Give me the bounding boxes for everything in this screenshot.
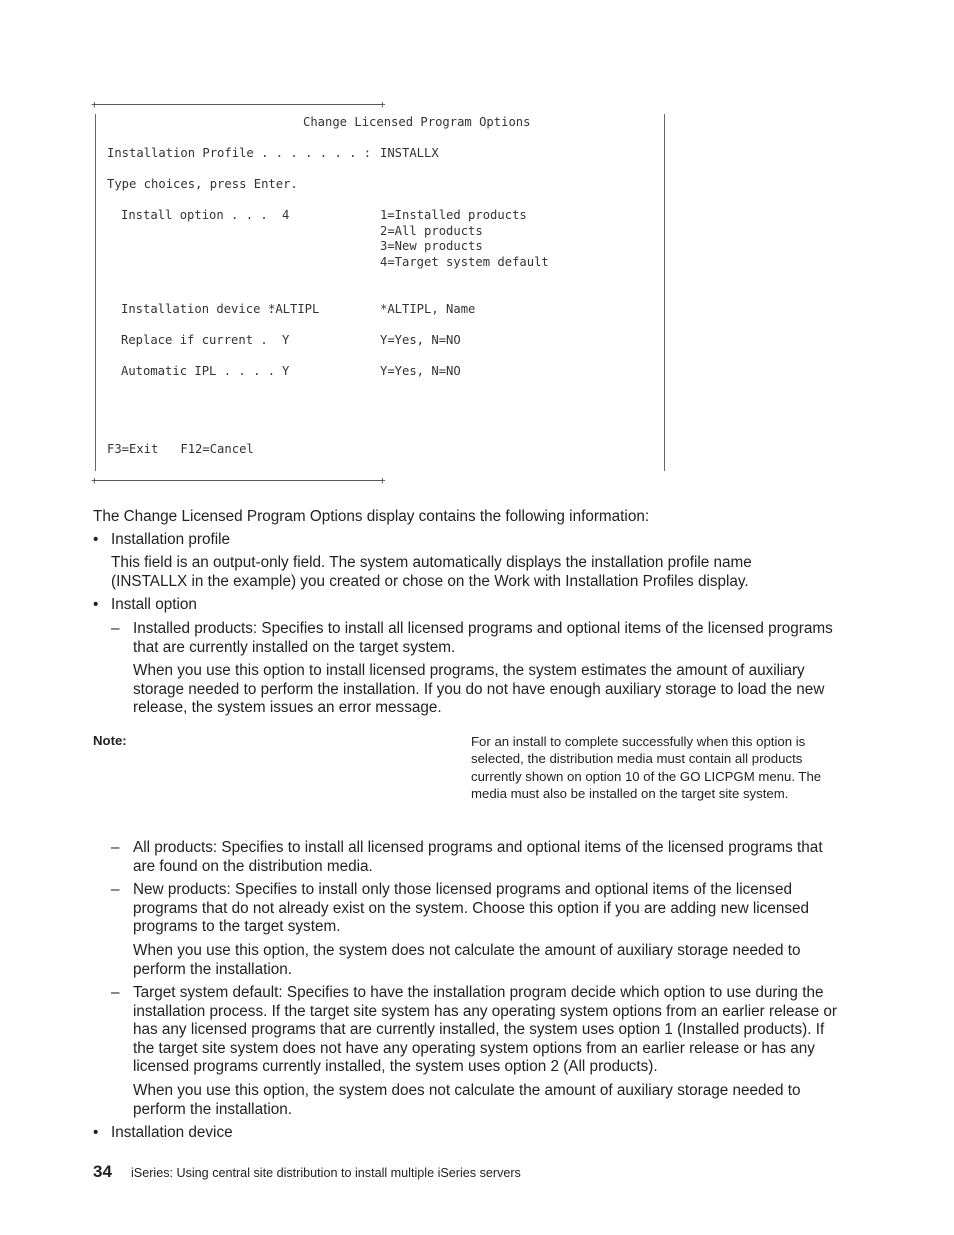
option-target-system-default: Target system default: Specifies to have the installation program decide which option to use during the installation process. If the target site system has any operating system options from an earlier release or has any licensed programs that are currently installed, the system uses option 1 (Installed products). If the target site system does not have any operating system options from an earlier release or has any licensed programs currently installed, the system uses option 2 (All products). [133, 984, 837, 1076]
option-help-3: 3=New products [380, 239, 483, 253]
bullet-marker: • [93, 596, 99, 613]
ipl-help: Y=Yes, N=NO [380, 364, 461, 378]
target-default-detail: When you use this option, the system does not calculate the amount of auxiliary storage needed to perform the installation. [133, 1082, 801, 1118]
screen-left-border [95, 114, 96, 471]
page-number: 34 [93, 1162, 112, 1181]
corner-bottom-right: + [379, 474, 386, 487]
bullet-installation-profile: Installation profile [111, 531, 231, 548]
screen-title: Change Licensed Program Options [303, 115, 531, 129]
dash-marker: – [111, 620, 120, 637]
book-title: iSeries: Using central site distribution to install multiple iSeries servers [131, 1166, 521, 1180]
screen-prompt: Type choices, press Enter. [107, 177, 298, 191]
replace-input[interactable]: Y [282, 333, 290, 347]
dash-marker: – [111, 839, 120, 856]
installed-products-detail: When you use this option to install licensed programs, the system estimates the amount of auxiliary storage needed to perform the installation. If you do not have enough auxiliary storage to load the new release, the system issues an error message. [133, 662, 825, 717]
corner-top-right: + [379, 98, 386, 111]
replace-label: Replace if current . [121, 333, 268, 347]
note-label: Note: [93, 733, 127, 748]
screen-bottom-border [93, 480, 383, 481]
option-help-1: 1=Installed products [380, 208, 527, 222]
function-keys: F3=Exit F12=Cancel [107, 442, 254, 456]
device-input[interactable]: *ALTIPL [268, 302, 320, 316]
ipl-input[interactable]: Y [282, 364, 290, 378]
corner-top-left: + [91, 98, 98, 111]
ipl-label: Automatic IPL . . . . [121, 364, 276, 378]
new-products-detail: When you use this option, the system does not calculate the amount of auxiliary storage needed to perform the installation. [133, 942, 801, 978]
bullet-install-option: Install option [111, 596, 197, 613]
replace-help: Y=Yes, N=NO [380, 333, 461, 347]
install-option-input[interactable]: 4 [282, 208, 290, 222]
option-help-4: 4=Target system default [380, 255, 549, 269]
bullet-installation-device: Installation device [111, 1124, 233, 1141]
option-installed-products: Installed products: Specifies to install all licensed programs and optional items of the licensed programs that are currently installed on the target system. [133, 620, 833, 656]
installation-profile-description: This field is an output-only field. The system automatically displays the installation profile name (INSTALLX in the example) you created or chose on the Work with Installation Profiles display. [111, 554, 752, 590]
note-text: For an install to complete successfully when this option is selected, the distribution media must contain all products currently shown on option 10 of the GO LICPGM menu. The media must also be installed on the target site system. [471, 734, 822, 801]
dash-marker: – [111, 984, 120, 1001]
option-all-products: All products: Specifies to install all licensed programs and optional items of the licensed programs that are found on the distribution media. [133, 839, 823, 875]
dash-marker: – [111, 881, 120, 898]
screen-top-border [93, 104, 383, 105]
corner-bottom-left: + [91, 474, 98, 487]
install-option-label: Install option . . . [121, 208, 268, 222]
profile-label: Installation Profile . . . . . . . : [107, 146, 372, 160]
bullet-marker: • [93, 531, 99, 548]
intro-paragraph: The Change Licensed Program Options display contains the following information: [93, 508, 650, 525]
device-help: *ALTIPL, Name [380, 302, 476, 316]
option-help-2: 2=All products [380, 224, 483, 238]
option-new-products: New products: Specifies to install only those licensed programs and optional items of the licensed programs that do not already exist on the system. Choose this option if you are adding new licensed programs to the target system. [133, 881, 809, 936]
screen-right-border [664, 114, 665, 471]
profile-value: INSTALLX [380, 146, 439, 160]
device-label: Installation device . [121, 302, 276, 316]
bullet-marker: • [93, 1124, 99, 1141]
